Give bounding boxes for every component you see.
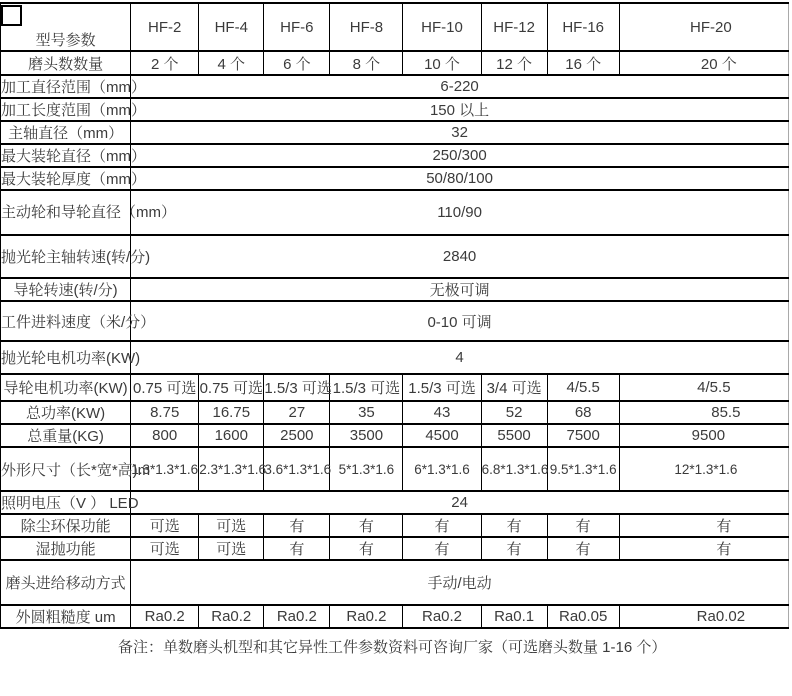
- table-row-guide-motor-power: [1, 374, 789, 401]
- value-cell: 16 个: [547, 51, 619, 75]
- table-row-total-power: [1, 401, 789, 424]
- value-cell-merged: 110/90: [131, 190, 789, 235]
- value-cell-merged: 150 以上: [131, 98, 789, 121]
- table-row-lighting-voltage: [1, 491, 789, 514]
- value-cell: 4500: [403, 424, 481, 447]
- row-label: 外形尺寸（长*宽*高)m: [1, 447, 131, 491]
- row-label: 工件进料速度（米/分）: [1, 301, 131, 341]
- value-cell: 0.75 可选: [199, 374, 264, 401]
- value-cell-merged: 无极可调: [131, 278, 789, 301]
- row-label: 外圆粗糙度 um: [1, 605, 131, 628]
- corner-label: 型号参数: [35, 32, 96, 49]
- table-row-drive-guide-wheel-diameter: [1, 190, 789, 235]
- column-header-hf-4: HF-4: [199, 3, 264, 51]
- row-label: 总功率(KW): [1, 401, 131, 424]
- row-label: 除尘环保功能: [1, 514, 131, 537]
- value-cell: 可选: [199, 514, 264, 537]
- value-cell: 有: [264, 537, 330, 560]
- value-cell: Ra0.1: [481, 605, 547, 628]
- value-cell: 有: [619, 514, 788, 537]
- value-cell: 9500: [619, 424, 788, 447]
- value-cell: 1.3*1.3*1.6: [131, 447, 199, 491]
- table-row-max-wheel-diameter: [1, 144, 789, 167]
- value-cell: 4/5.5: [619, 374, 788, 401]
- value-cell-merged: 24: [131, 491, 789, 514]
- value-cell: 6 个: [264, 51, 330, 75]
- row-label: 抛光轮电机功率(KW): [1, 341, 131, 374]
- value-cell: Ra0.2: [403, 605, 481, 628]
- value-cell: Ra0.2: [264, 605, 330, 628]
- value-cell-merged: 32: [131, 121, 789, 144]
- value-cell: 有: [403, 514, 481, 537]
- value-cell: 1.5/3 可选: [330, 374, 403, 401]
- value-cell: 4 个: [199, 51, 264, 75]
- row-label: 导轮转速(转/分): [1, 278, 131, 301]
- remark-note: 备注：单数磨头机型和其它异性工件参数资料可咨询厂家（可选磨头数量 1-16 个）: [118, 639, 667, 656]
- value-cell: 有: [481, 514, 547, 537]
- value-cell-merged: 手动/电动: [131, 560, 789, 605]
- value-cell: 有: [547, 514, 619, 537]
- value-cell: 1.5/3 可选: [403, 374, 481, 401]
- column-header-hf-20: HF-20: [619, 3, 788, 51]
- value-cell: 85.5: [619, 401, 788, 424]
- value-cell: Ra0.2: [330, 605, 403, 628]
- row-label: 最大装轮直径（mm）: [1, 144, 131, 167]
- row-label: 导轮电机功率(KW): [1, 374, 131, 401]
- value-cell: 可选: [131, 514, 199, 537]
- value-cell: Ra0.02: [619, 605, 788, 628]
- value-cell-merged: 4: [131, 341, 789, 374]
- row-label: 主动轮和导轮直径（mm）: [1, 190, 131, 235]
- value-cell: 8 个: [330, 51, 403, 75]
- value-cell: Ra0.05: [547, 605, 619, 628]
- row-label: 加工长度范围（mm）: [1, 98, 131, 121]
- value-cell-merged: 2840: [131, 235, 789, 278]
- table-row-polish-motor-power: [1, 341, 789, 374]
- value-cell: 有: [619, 537, 788, 560]
- row-label: 加工直径范围（mm）: [1, 75, 131, 98]
- value-cell: 20 个: [619, 51, 788, 75]
- value-cell: 3500: [330, 424, 403, 447]
- spec-table: [0, 2, 789, 629]
- column-header-hf-10: HF-10: [403, 3, 481, 51]
- table-header-row: [1, 3, 789, 51]
- row-label: 总重量(KG): [1, 424, 131, 447]
- value-cell: 5*1.3*1.6: [330, 447, 403, 491]
- value-cell: Ra0.2: [131, 605, 199, 628]
- row-label: 磨头进给移动方式: [1, 560, 131, 605]
- value-cell: 有: [547, 537, 619, 560]
- value-cell: 3/4 可选: [481, 374, 547, 401]
- table-row-feed-speed: [1, 301, 789, 341]
- value-cell: 8.75: [131, 401, 199, 424]
- value-cell: 2.3*1.3*1.6: [199, 447, 264, 491]
- table-row-max-wheel-thickness: [1, 167, 789, 190]
- value-cell-merged: 250/300: [131, 144, 789, 167]
- column-header-hf-12: HF-12: [481, 3, 547, 51]
- value-cell: 有: [330, 514, 403, 537]
- column-header-hf-6: HF-6: [264, 3, 330, 51]
- table-row-overall-dimensions: [1, 447, 789, 491]
- value-cell: 1.5/3 可选: [264, 374, 330, 401]
- value-cell: 16.75: [199, 401, 264, 424]
- broken-image-icon: [1, 5, 22, 26]
- column-header-hf-8: HF-8: [330, 3, 403, 51]
- value-cell: 0.75 可选: [131, 374, 199, 401]
- value-cell: 3.6*1.3*1.6: [264, 447, 330, 491]
- table-row-length-range: [1, 98, 789, 121]
- value-cell: Ra0.2: [199, 605, 264, 628]
- value-cell: 有: [264, 514, 330, 537]
- value-cell: 5500: [481, 424, 547, 447]
- value-cell-merged: 50/80/100: [131, 167, 789, 190]
- row-label: 湿抛功能: [1, 537, 131, 560]
- value-cell: 7500: [547, 424, 619, 447]
- table-row-guide-wheel-speed: [1, 278, 789, 301]
- table-row-roughness: [1, 605, 789, 628]
- table-row-head-feed-mode: [1, 560, 789, 605]
- value-cell: 有: [330, 537, 403, 560]
- row-label: 照明电压（V ） LED: [1, 491, 131, 514]
- value-cell-merged: 0-10 可调: [131, 301, 789, 341]
- value-cell: 有: [481, 537, 547, 560]
- row-label: 最大装轮厚度（mm）: [1, 167, 131, 190]
- value-cell: 43: [403, 401, 481, 424]
- column-header-hf-16: HF-16: [547, 3, 619, 51]
- value-cell: 10 个: [403, 51, 481, 75]
- row-label: 主轴直径（mm）: [1, 121, 131, 144]
- value-cell: 6.8*1.3*1.6: [481, 447, 547, 491]
- value-cell: 12 个: [481, 51, 547, 75]
- row-label: 磨头数数量: [1, 51, 131, 75]
- table-row-dust-removal: [1, 514, 789, 537]
- value-cell: 68: [547, 401, 619, 424]
- value-cell: 2500: [264, 424, 330, 447]
- table-row-spindle-diameter: [1, 121, 789, 144]
- value-cell: 2 个: [131, 51, 199, 75]
- value-cell: 35: [330, 401, 403, 424]
- value-cell: 800: [131, 424, 199, 447]
- value-cell: 可选: [199, 537, 264, 560]
- value-cell: 6*1.3*1.6: [403, 447, 481, 491]
- row-label: 抛光轮主轴转速(转/分): [1, 235, 131, 278]
- table-row-wet-polish: [1, 537, 789, 560]
- value-cell: 9.5*1.3*1.6: [547, 447, 619, 491]
- table-row-head-count: [1, 51, 789, 75]
- value-cell-merged: 6-220: [131, 75, 789, 98]
- corner-cell: [1, 3, 131, 51]
- value-cell: 有: [403, 537, 481, 560]
- value-cell: 52: [481, 401, 547, 424]
- column-header-hf-2: HF-2: [131, 3, 199, 51]
- value-cell: 27: [264, 401, 330, 424]
- value-cell: 4/5.5: [547, 374, 619, 401]
- table-row-spindle-speed: [1, 235, 789, 278]
- table-row-diameter-range: [1, 75, 789, 98]
- value-cell: 可选: [131, 537, 199, 560]
- value-cell: 1600: [199, 424, 264, 447]
- table-row-total-weight: [1, 424, 789, 447]
- value-cell: 12*1.3*1.6: [619, 447, 788, 491]
